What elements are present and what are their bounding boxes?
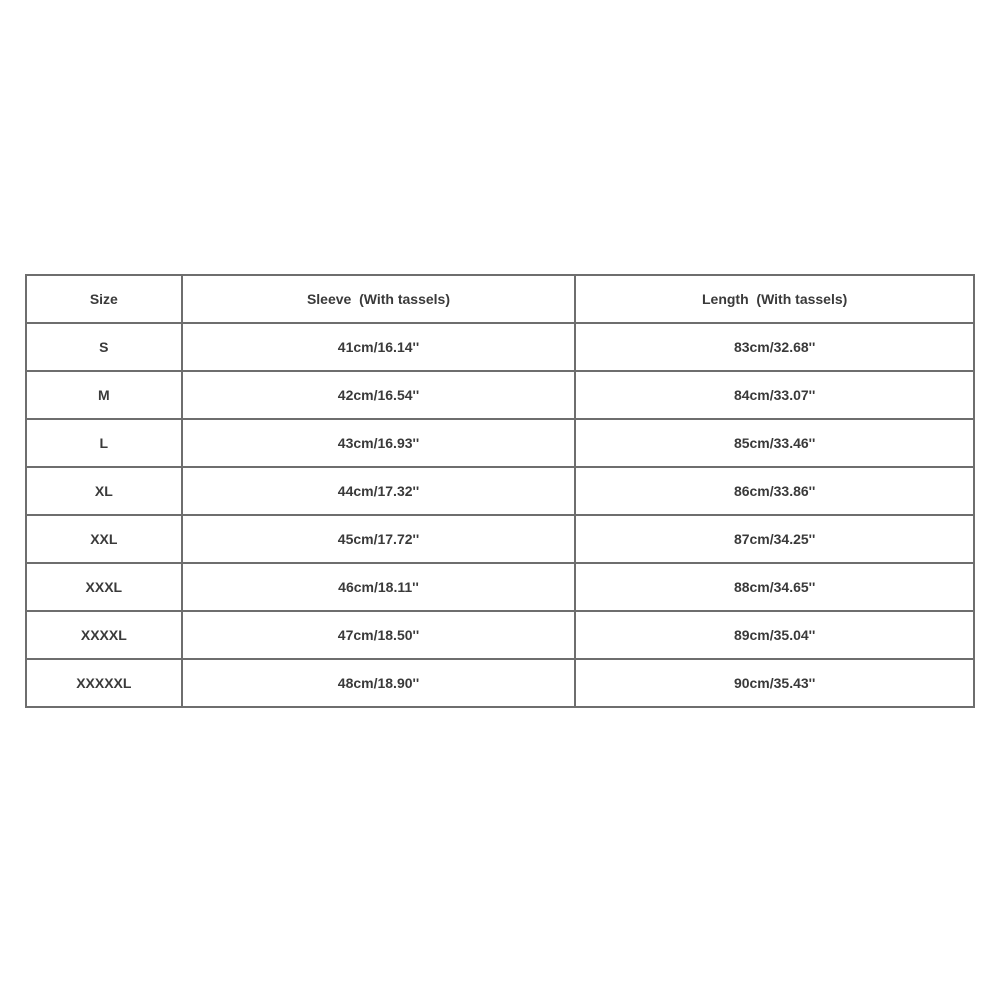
sleeve-cell: 43cm/16.93'' bbox=[182, 419, 576, 467]
sleeve-cell: 45cm/17.72'' bbox=[182, 515, 576, 563]
table-row bbox=[26, 611, 974, 659]
sleeve-cell: 44cm/17.32'' bbox=[182, 467, 576, 515]
sleeve-cell: 46cm/18.11'' bbox=[182, 563, 576, 611]
sleeve-cell: 47cm/18.50'' bbox=[182, 611, 576, 659]
size-cell: XXXL bbox=[26, 563, 182, 611]
length-cell: 89cm/35.04'' bbox=[575, 611, 974, 659]
length-cell: 87cm/34.25'' bbox=[575, 515, 974, 563]
size-chart-table bbox=[25, 274, 975, 708]
header-size: Size bbox=[26, 275, 182, 323]
header-sleeve: Sleeve (With tassels) bbox=[182, 275, 576, 323]
length-cell: 85cm/33.46'' bbox=[575, 419, 974, 467]
size-cell: L bbox=[26, 419, 182, 467]
size-cell: M bbox=[26, 371, 182, 419]
length-cell: 90cm/35.43'' bbox=[575, 659, 974, 707]
table-row bbox=[26, 371, 974, 419]
length-cell: 86cm/33.86'' bbox=[575, 467, 974, 515]
size-cell: XXXXL bbox=[26, 611, 182, 659]
table-row bbox=[26, 659, 974, 707]
length-cell: 88cm/34.65'' bbox=[575, 563, 974, 611]
header-row bbox=[26, 275, 974, 323]
sleeve-cell: 42cm/16.54'' bbox=[182, 371, 576, 419]
sleeve-cell: 48cm/18.90'' bbox=[182, 659, 576, 707]
table-row bbox=[26, 467, 974, 515]
table-row bbox=[26, 419, 974, 467]
sleeve-cell: 41cm/16.14'' bbox=[182, 323, 576, 371]
table-row bbox=[26, 563, 974, 611]
length-cell: 83cm/32.68'' bbox=[575, 323, 974, 371]
table-row bbox=[26, 515, 974, 563]
table-body bbox=[26, 323, 974, 707]
length-cell: 84cm/33.07'' bbox=[575, 371, 974, 419]
header-length: Length (With tassels) bbox=[575, 275, 974, 323]
size-cell: XL bbox=[26, 467, 182, 515]
size-cell: XXXXXL bbox=[26, 659, 182, 707]
size-cell: S bbox=[26, 323, 182, 371]
table-header bbox=[26, 275, 974, 323]
size-cell: XXL bbox=[26, 515, 182, 563]
table-row bbox=[26, 323, 974, 371]
